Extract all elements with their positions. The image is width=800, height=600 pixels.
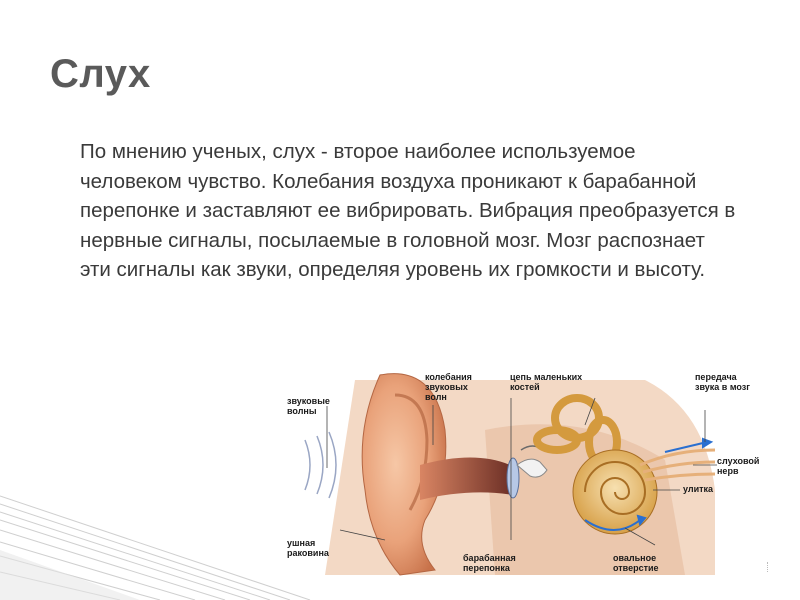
label-ossicles: цепь маленьких костей <box>510 372 583 392</box>
sound-wave-arcs <box>305 432 336 498</box>
label-oval-window: овальное отверстие <box>613 553 659 573</box>
label-auricle: ушная раковина <box>287 538 329 558</box>
decorative-corner-lines <box>0 490 320 600</box>
slide-edge-mark <box>767 562 776 572</box>
label-eardrum: барабанная перепонка <box>463 553 516 573</box>
label-sound-waves: звуковые волны <box>287 396 330 416</box>
slide-title: Слух <box>50 52 151 96</box>
eardrum-shape <box>507 458 519 498</box>
label-to-brain: передача звука в мозг <box>695 372 750 392</box>
ear-anatomy-illustration <box>285 370 780 580</box>
label-cochlea: улитка <box>683 484 714 494</box>
ear-diagram <box>285 370 780 580</box>
bullet-paragraph <box>50 137 740 285</box>
label-auditory-nerve: слуховой нерв <box>717 456 760 476</box>
label-wave-vibrations: колебания звуковых волн <box>425 372 472 402</box>
bullet-text: По мнению ученых, слух - второе наиболее используемое человеком чувство. Колебания воздуха проникают к барабанной перепонке и заставляют ее вибрировать. Вибрация преобразуется в нервные сигналы, посылаемые в головной мозг. Мозг распознает эти сигналы как звуки, определяя уровень их громкости и высоту. <box>80 140 736 281</box>
